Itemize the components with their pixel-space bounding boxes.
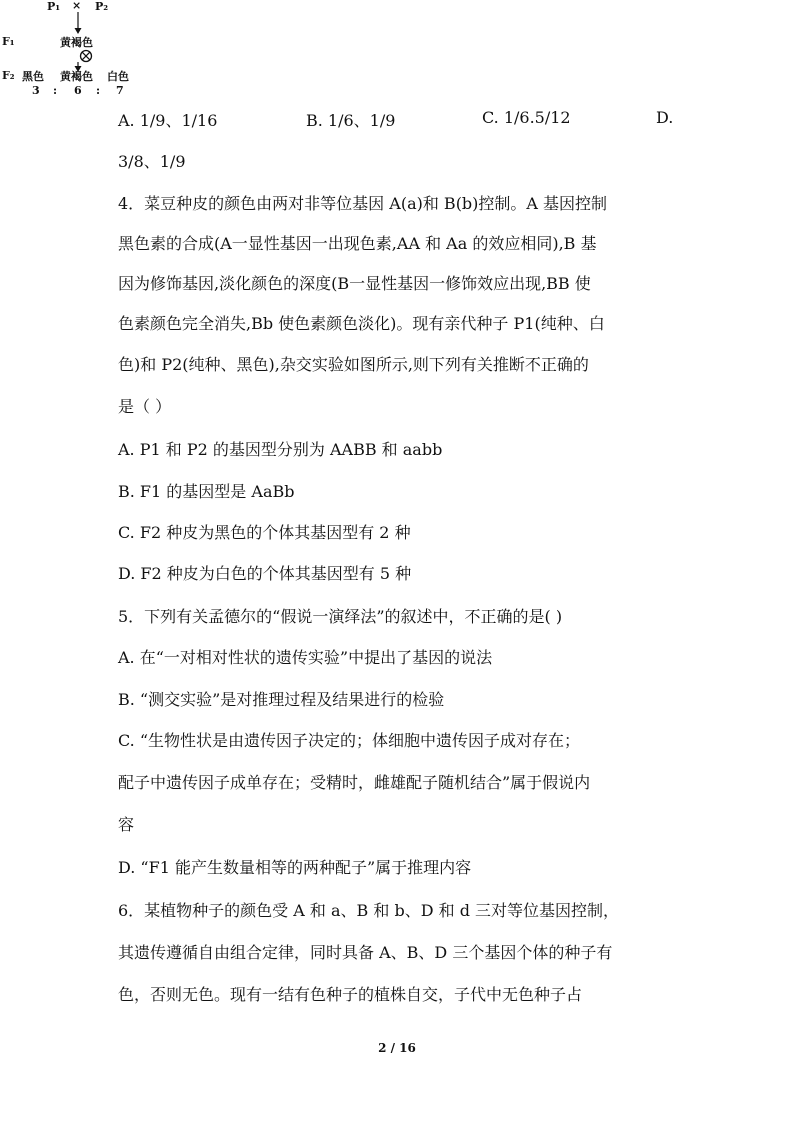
q5-option-d: D. “F1 能产生数量相等的两种配子”属于推理内容 — [118, 858, 472, 877]
q4-option-a: A. P1 和 P2 的基因型分别为 AABB 和 aabb — [118, 440, 443, 459]
q5-option-c-line-1: C. “生物性状是由遗传因子决定的；体细胞中遗传因子成对存在； — [118, 731, 581, 750]
ratio-yellow: 6 — [74, 84, 82, 97]
q4-option-b: B. F1 的基因型是 AaBb — [118, 482, 295, 501]
q6-stem-line-3: 色，否则无色。现有一结有色种子的植株自交，子代中无色种子占 — [118, 985, 583, 1004]
ratio-white: 7 — [116, 84, 124, 97]
page-number: 2 / 16 — [378, 1041, 416, 1055]
q5-stem: 5．下列有关孟德尔的“假说一演绎法”的叙述中，不正确的是( ) — [118, 607, 563, 626]
f2-black: 黑色 — [22, 70, 44, 83]
self-cross-circle-icon — [81, 51, 92, 62]
ratio-black: 3 — [32, 84, 40, 97]
q4-stem-line-4: 色素颜色完全消失,Bb 使色素颜色淡化)。现有亲代种子 P1(纯种、白 — [118, 314, 605, 333]
cross-symbol: × — [72, 0, 82, 12]
q6-stem-line-2: 其遗传遵循自由组合定律，同时具备 A、B、D 三个基因个体的种子有 — [118, 943, 613, 962]
q3-option-d: D. — [656, 108, 674, 127]
q5-option-c-line-3: 容 — [118, 815, 135, 834]
q3-option-a: A. 1/9、1/16 — [118, 111, 218, 130]
genetic-cross-diagram — [0, 0, 140, 100]
q4-stem-line-1: 4．菜豆种皮的颜色由两对非等位基因 A(a)和 B(b)控制。A 基因控制 — [118, 194, 608, 213]
p2-label: P₂ — [95, 0, 109, 13]
q3-option-c: C. 1/6.5/12 — [482, 108, 571, 127]
ratio-separator-1: : — [53, 84, 58, 97]
q6-stem-line-1: 6．某植物种子的颜色受 A 和 a、B 和 b、D 和 d 三对等位基因控制， — [118, 901, 620, 920]
q5-option-c-line-2: 配子中遗传因子成单存在；受精时，雌雄配子随机结合”属于假说内 — [118, 773, 591, 792]
f2-white: 白色 — [107, 70, 129, 83]
q4-stem-line-6: 是（ ） — [118, 397, 172, 416]
f1-label: F₁ — [2, 35, 15, 48]
q4-option-d: D. F2 种皮为白色的个体其基因型有 5 种 — [118, 564, 412, 583]
q3-option-b: B. 1/6、1/9 — [306, 111, 396, 130]
q4-stem-line-2: 黑色素的合成(A一显性基因一出现色素,AA 和 Aa 的效应相同),B 基 — [118, 234, 597, 253]
q4-stem-line-5: 色)和 P2(纯种、黑色),杂交实验如图所示,则下列有关推断不正确的 — [118, 355, 589, 374]
q5-option-b: B. “测交实验”是对推理过程及结果进行的检验 — [118, 690, 445, 709]
q4-option-c: C. F2 种皮为黑色的个体其基因型有 2 种 — [118, 523, 411, 542]
q3-option-d-value: 3/8、1/9 — [118, 152, 186, 171]
q5-option-a: A. 在“一对相对性状的遗传实验”中提出了基因的说法 — [118, 648, 493, 667]
q3-options — [118, 108, 678, 132]
ratio-separator-2: : — [96, 84, 101, 97]
f1-phenotype: 黄褐色 — [60, 36, 93, 49]
p1-label: P₁ — [47, 0, 61, 13]
f2-label: F₂ — [2, 69, 15, 82]
f2-yellow: 黄褐色 — [60, 70, 93, 83]
q4-stem-line-3: 因为修饰基因,淡化颜色的深度(B一显性基因一修饰效应出现,BB 使 — [118, 274, 591, 293]
